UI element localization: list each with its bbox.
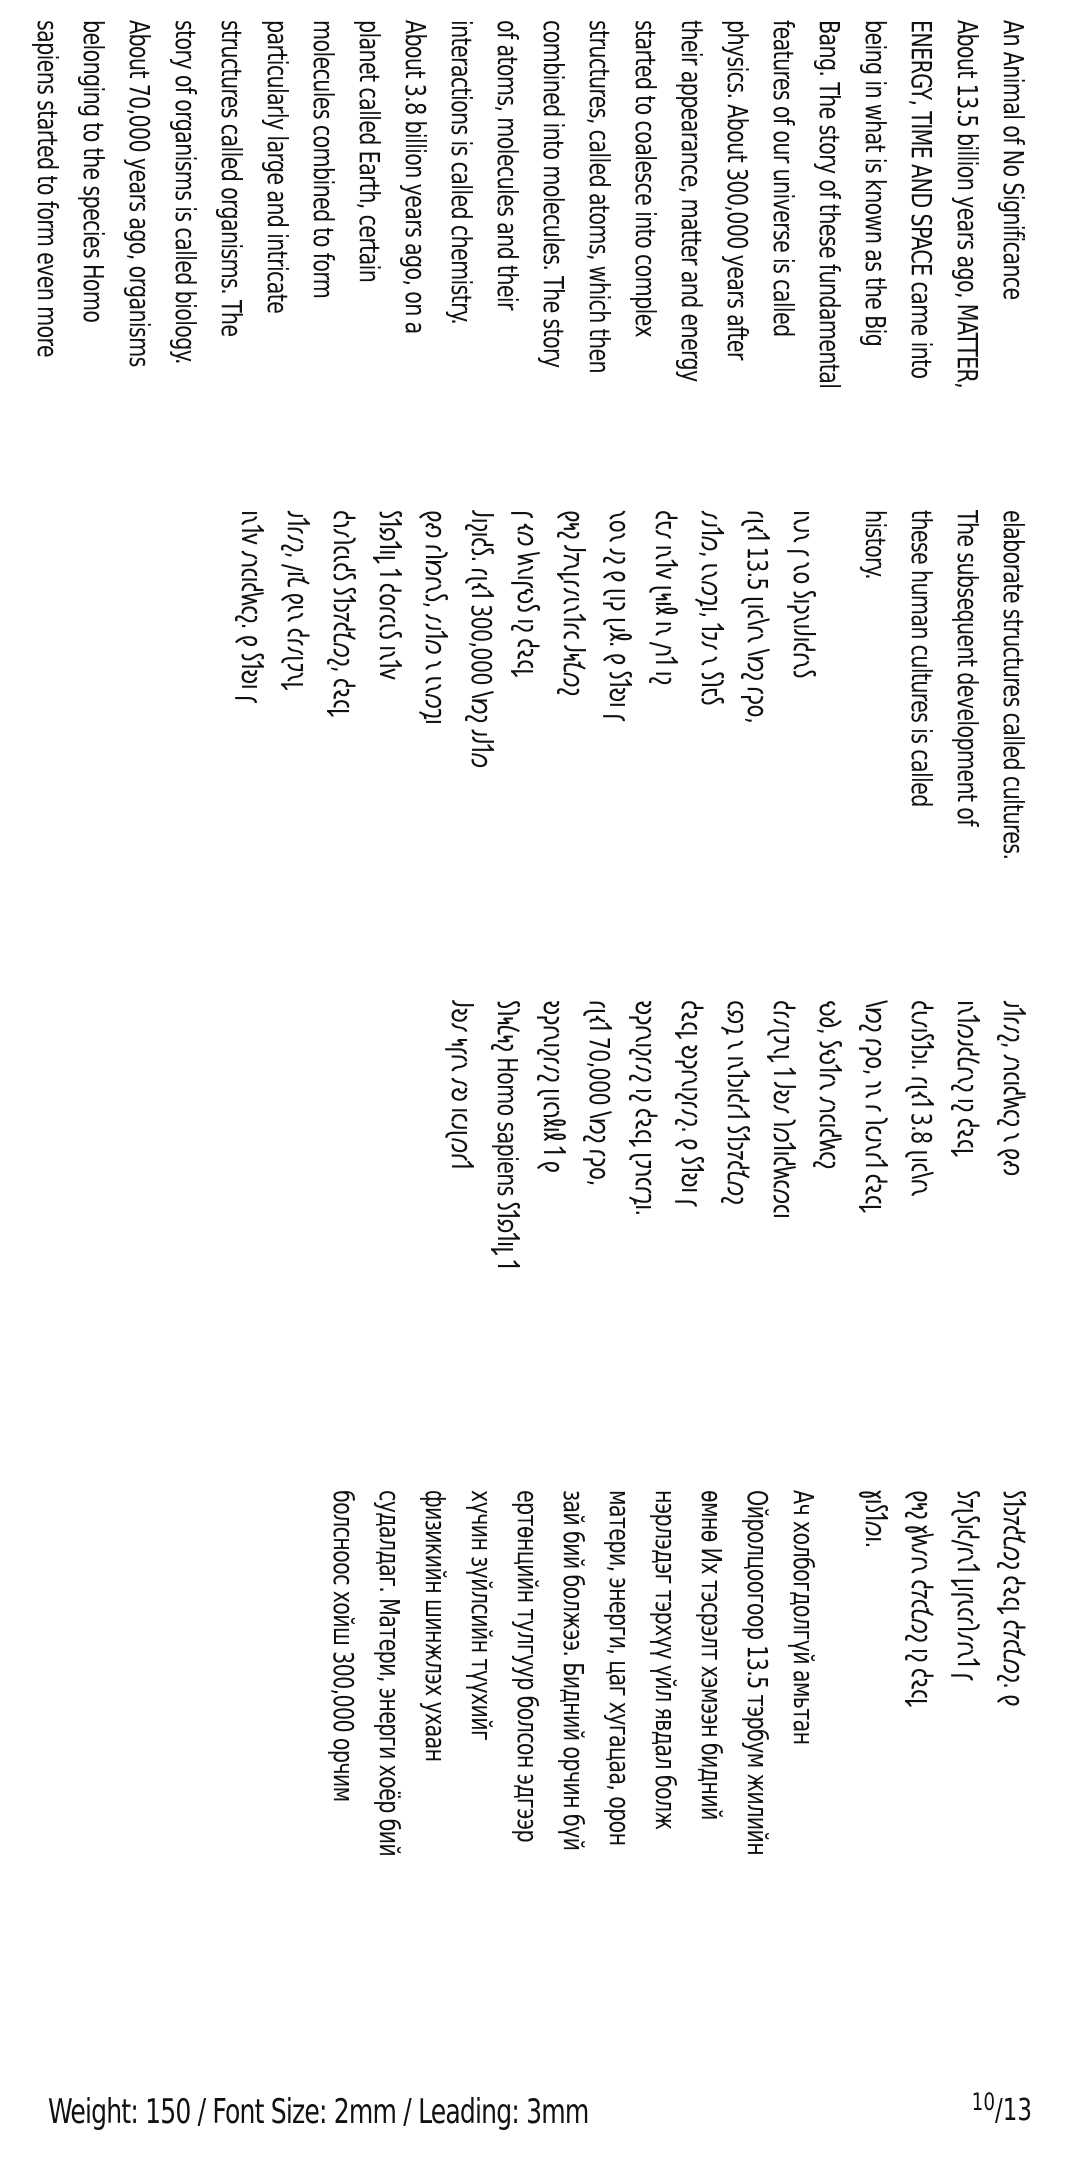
paragraph: elaborate structures called cultures. The subsequent development of these human cultures is called history. <box>859 510 1030 860</box>
page-total: 13 <box>1002 2093 1032 2128</box>
text-column-1 <box>0 20 1036 405</box>
paragraph: Ач холбогдолгүй амьтан Ойролцоогоор 13.5 тэрбум жилийн өмнө Их тэсрэлт хэмээн бидний нэрлэдэг тэрхүү үйл явдал болж матери, энерги, цаг хугацаа, орон зай бий болжээ. Бидний орчин бүй ертөнцийн тулгуур болсон эдгээр хүчин зүйлсийн түүхийг физикийн шинжлэх ухаан судалдаг. Матери, энерги хоёр бий болсноос хойш 300,000 орчим <box>327 1490 820 1857</box>
paragraph: 𐑦𐑯𐑨𐑯 𐑝 𐑯𐑴 𐑕𐑦𐑜𐑯𐑦𐑓𐑦𐑒𐑩𐑯𐑕 𐑩𐑚𐑬𐑑 13.5 𐑚𐑦𐑤𐑘𐑩𐑯 𐑘𐑽𐑟 𐑩𐑜𐑴, 𐑥𐑨𐑑𐑼, 𐑧𐑯𐑼𐑡𐑦, 𐑑𐑲𐑥 𐑯 𐑕𐑐𐑱𐑕 𐑒𐑱𐑥 𐑦𐑯𐑑𐑫 𐑚𐑰𐑦𐑙 𐑦𐑯 𐑢𐑪𐑑 𐑦𐑟 𐑯𐑴𐑯 𐑨𐑟 𐑞 𐑚𐑦𐑜 𐑚𐑨𐑙. 𐑞 𐑕𐑑𐑹𐑦 𐑝 𐑞𐑰𐑟 𐑓𐑳𐑯𐑛𐑩𐑥𐑧𐑯𐑑𐑩𐑤 𐑓𐑰𐑗𐑼𐑟 𐑝 𐑬𐑼 𐑿𐑯𐑦𐑝𐑻𐑕 𐑦𐑟 𐑒𐑷𐑤𐑛 𐑓𐑦𐑟𐑦𐑒𐑕. 𐑩𐑚𐑬𐑑 300,000 𐑘𐑽𐑟 𐑨𐑓𐑑𐑼 𐑞𐑺 𐑩𐑐𐑽𐑩𐑯𐑕, 𐑥𐑨𐑑𐑼 𐑯 𐑧𐑯𐑼𐑡𐑦 𐑕𐑑𐑸𐑑𐑦𐑛 𐑑 𐑒𐑴𐑩𐑤𐑧𐑕 𐑦𐑯𐑑𐑫 𐑒𐑪𐑥𐑐𐑤𐑧𐑒𐑕 𐑕𐑑𐑮𐑳𐑒𐑗𐑼𐑟, 𐑒𐑷𐑤𐑛 𐑨𐑑𐑩𐑥𐑟, 𐑢𐑦𐑗 𐑞𐑧𐑯 𐑒𐑩𐑥𐑚𐑲𐑯𐑛 𐑦𐑯𐑑𐑫 𐑥𐑪𐑤𐑦𐑒𐑿𐑤𐑟. 𐑞 𐑕𐑑𐑹𐑦 𐑝 <box>235 510 820 768</box>
text-column-3 <box>0 1000 1036 1385</box>
page-number: $^{10}$/13 <box>971 2088 1032 2128</box>
paragraph: An Animal of No Significance About 13.5 billion years ago, MATTER, ENERGY, TIME AND SPACE came into being in what is known as the Big Bang. The story of these fundamental features of our universe is called physics. About 300,000 years after their appearance, matter and energy started to coalesce into complex structures, called atoms, which then combined into molecules. The story of atoms, molecules and their interactions is called chemistry. About 3.8 billion years ago, on a planet called Earth, certain molecules combined to form particularly large and intricate structures called organisms. The story of organisms is called biology. About 70,000 years ago, organisms belonging to the species Homo sapiens started to form even more <box>31 20 1030 389</box>
text-column-2 <box>0 510 1036 895</box>
font-specs: Weight: 150 / Font Size: 2mm / Leading: 3mm <box>48 2092 589 2132</box>
text-column-4 <box>0 1490 1036 1875</box>
page-current: 10 <box>971 2088 996 2116</box>
paragraph: 𐑕𐑑𐑮𐑳𐑒𐑗𐑼𐑟 𐑒𐑷𐑤𐑛 𐑒𐑳𐑤𐑗𐑼𐑟. 𐑞 𐑕𐑳𐑚𐑕𐑦𐑒𐑢𐑩𐑯𐑑 𐑛𐑦𐑝𐑧𐑤𐑩𐑐𐑥𐑩𐑯𐑑 𐑝 𐑞𐑰𐑟 𐑣𐑿𐑥𐑩𐑯 𐑒𐑳𐑤𐑗𐑼𐑟 𐑦𐑟 𐑒𐑷𐑤𐑛 𐑣𐑦𐑕𐑑𐑼𐑦. <box>859 1490 1030 1707</box>
text-columns <box>0 20 1040 2060</box>
paragraph: 𐑨𐑑𐑩𐑥𐑟, 𐑥𐑪𐑤𐑦𐑒𐑿𐑤𐑟 𐑯 𐑞𐑺 𐑦𐑯𐑑𐑼𐑨𐑒𐑖𐑩𐑯𐑟 𐑦𐑟 𐑒𐑷𐑤𐑛 𐑒𐑧𐑥𐑦𐑕𐑑𐑮𐑦. 𐑩𐑚𐑬𐑑 3.8 𐑚𐑦𐑤𐑘𐑩𐑯 𐑘𐑽𐑟 𐑩𐑜𐑴, 𐑪𐑯 𐑩 𐑐𐑤𐑨𐑯𐑩𐑑 𐑒𐑷𐑤𐑛 𐑻𐑔, 𐑕𐑻𐑑𐑩𐑯 𐑥𐑪𐑤𐑦𐑒𐑿𐑤𐑟 𐑒𐑩𐑥𐑚𐑲𐑯𐑛 𐑑 𐑓𐑹𐑥 𐑐𐑼𐑑𐑦𐑒𐑿𐑤𐑼𐑤𐑦 𐑤𐑸𐑡 𐑯 𐑦𐑯𐑑𐑮𐑦𐑒𐑩𐑑 𐑕𐑑𐑮𐑳𐑒𐑗𐑼𐑟 𐑒𐑷𐑤𐑛 𐑹𐑜𐑩𐑯𐑦𐑟𐑩𐑥𐑟. 𐑞 𐑕𐑑𐑹𐑦 𐑝 𐑹𐑜𐑩𐑯𐑦𐑟𐑩𐑥𐑟 𐑦𐑟 𐑒𐑷𐑤𐑛 𐑚𐑲𐑪𐑤𐑩𐑡𐑦. 𐑩𐑚𐑬𐑑 70,000 𐑘𐑽𐑟 𐑩𐑜𐑴, 𐑹𐑜𐑩𐑯𐑦𐑟𐑩𐑥𐑟 𐑚𐑦𐑤𐑪𐑙𐑦𐑙 𐑑 𐑞 𐑕𐑐𐑰𐑖𐑰𐑟 Homo sapiens 𐑕𐑑𐑸𐑑𐑦𐑛 𐑑 𐑓𐑹𐑥 𐑰𐑝𐑩𐑯 𐑥𐑹 𐑦𐑤𐑨𐑚𐑼𐑩𐑑 <box>445 1000 1030 1269</box>
rotated-text-area <box>0 20 1040 2060</box>
page-footer <box>0 2078 1080 2158</box>
